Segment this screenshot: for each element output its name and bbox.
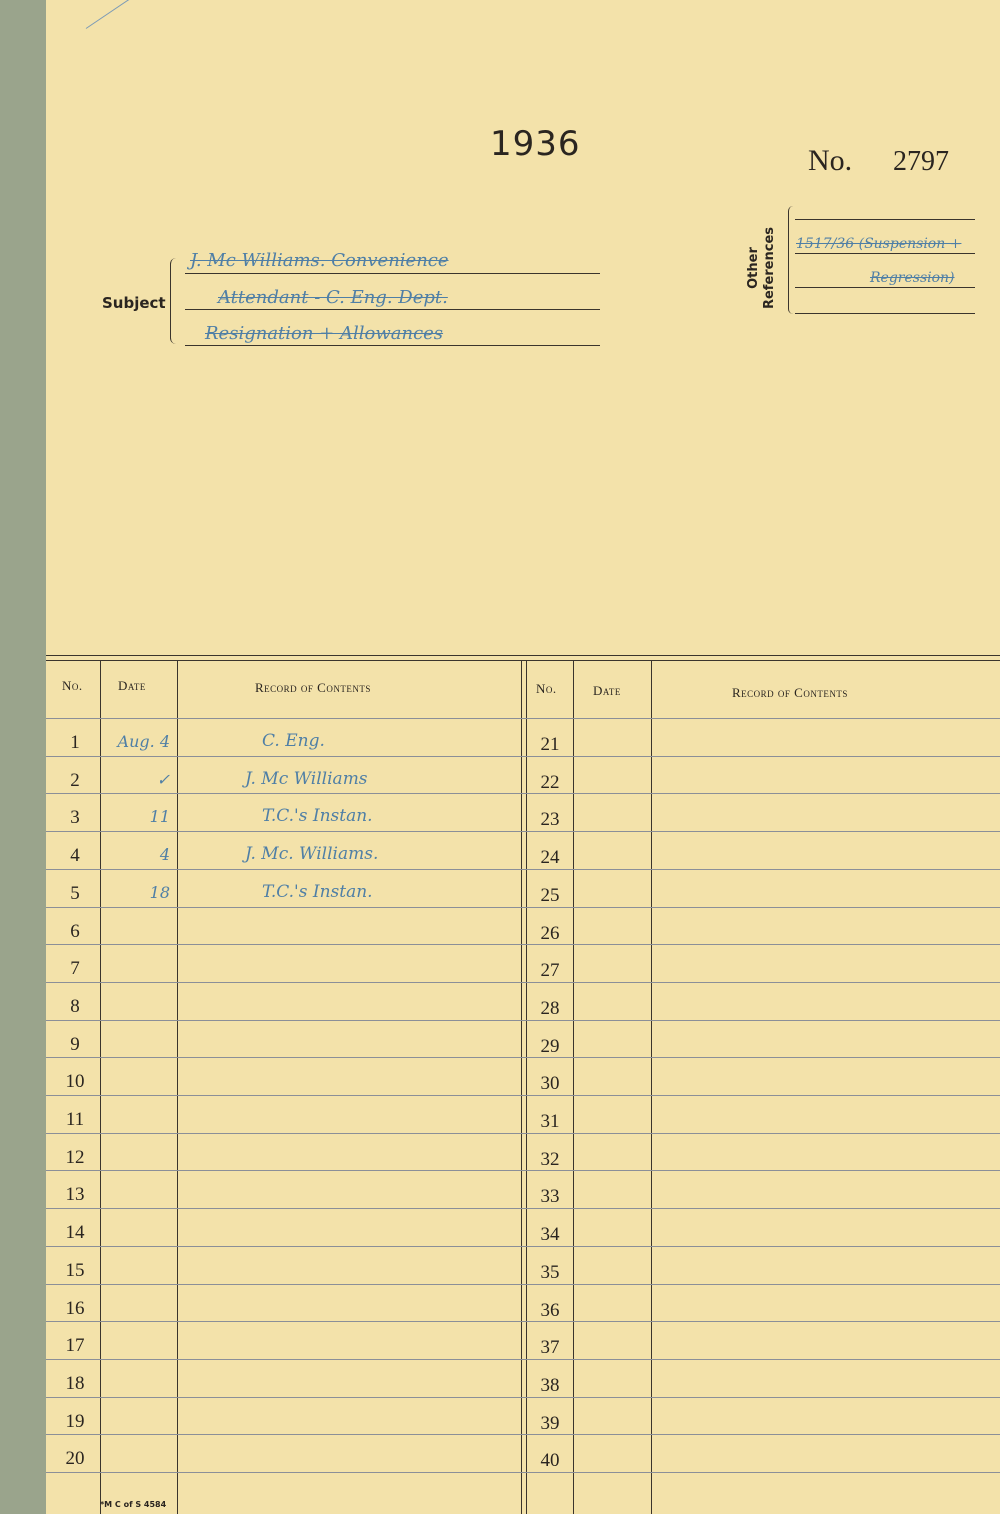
- table-row-rule: [46, 1170, 1000, 1171]
- row-number: 20: [65, 1448, 85, 1470]
- file-cover: [46, 0, 1000, 1514]
- table-row-rule: [46, 1095, 1000, 1096]
- row-number: 18: [65, 1372, 85, 1394]
- column-rule: [526, 660, 527, 1514]
- table-row-rule: [46, 1208, 1000, 1209]
- row-number: 23: [540, 809, 560, 831]
- column-rule: [651, 660, 652, 1514]
- reference-entry-2: Regression): [870, 270, 955, 286]
- other-label-line1: Other: [746, 247, 762, 289]
- row-number: 38: [540, 1374, 560, 1396]
- row-record: T.C.'s Instan.: [262, 881, 373, 902]
- row-number: 17: [65, 1335, 85, 1357]
- header-no-left: No.: [62, 678, 83, 693]
- reference-entry-1: 1517/36 (Suspension +: [796, 236, 962, 252]
- column-rule: [177, 660, 178, 1514]
- subject-line-1: J. Mc Williams. Convenience: [190, 250, 449, 271]
- row-number: 27: [540, 960, 560, 982]
- row-number: 36: [540, 1299, 560, 1321]
- row-number: 19: [65, 1410, 85, 1432]
- row-date: 4: [159, 845, 170, 865]
- row-date: Aug. 4: [117, 732, 170, 751]
- row-number: 40: [540, 1450, 560, 1472]
- row-number: 12: [65, 1146, 85, 1168]
- subject-rule: [185, 273, 600, 274]
- column-rule: [521, 660, 522, 1514]
- row-date: ✓: [156, 769, 170, 789]
- table-row-rule: [46, 1434, 1000, 1435]
- table-row-rule: [46, 1321, 1000, 1322]
- row-number: 22: [540, 771, 560, 793]
- row-number: 2: [70, 769, 80, 791]
- row-number: 13: [65, 1184, 85, 1206]
- table-row-rule: [46, 1057, 1000, 1058]
- table-row-rule: [46, 1020, 1000, 1021]
- folder-spine: [0, 0, 46, 1514]
- header-date-right: Date: [593, 683, 621, 698]
- row-number: 30: [540, 1073, 560, 1095]
- subject-rule: [185, 345, 600, 346]
- row-number: 10: [65, 1071, 85, 1093]
- row-number: 35: [540, 1261, 560, 1283]
- header-date-left: Date: [118, 678, 146, 693]
- reference-rule: [795, 253, 975, 254]
- row-number: 28: [540, 997, 560, 1019]
- table-row-rule: [46, 869, 1000, 870]
- row-number: 15: [65, 1259, 85, 1281]
- other-references-label: [735, 226, 795, 310]
- subject-label: Subject: [102, 294, 166, 312]
- row-record: C. Eng.: [262, 731, 325, 751]
- row-number: 6: [70, 920, 80, 942]
- row-number: 33: [540, 1186, 560, 1208]
- row-number: 5: [70, 882, 80, 904]
- row-number: 16: [65, 1297, 85, 1319]
- row-record: T.C.'s Instan.: [262, 806, 373, 827]
- row-number: 25: [540, 884, 560, 906]
- row-number: 3: [70, 807, 80, 829]
- subject-line-3: Resignation + Allowances: [205, 323, 444, 344]
- row-number: 14: [65, 1222, 85, 1244]
- table-row-rule: [46, 1246, 1000, 1247]
- row-number: 34: [540, 1224, 560, 1246]
- row-number: 8: [70, 995, 80, 1017]
- row-record: J. Mc. Williams.: [245, 844, 379, 865]
- table-row-rule: [46, 982, 1000, 983]
- row-number: 26: [540, 922, 560, 944]
- row-number: 11: [65, 1109, 85, 1130]
- column-rule: [100, 660, 101, 1514]
- file-year: 1936: [490, 124, 581, 164]
- row-number: 1: [70, 732, 80, 753]
- row-number: 29: [540, 1035, 560, 1057]
- file-number: 2797: [893, 146, 949, 177]
- table-row-rule: [46, 831, 1000, 832]
- table-row-rule: [46, 756, 1000, 757]
- row-number: 4: [70, 845, 80, 867]
- table-row-rule: [46, 1397, 1000, 1398]
- reference-rule: [795, 219, 975, 220]
- header-record-right: Record of Contents: [732, 685, 848, 700]
- subject-line-2: Attendant - C. Eng. Dept.: [218, 287, 448, 308]
- row-number: 32: [540, 1148, 560, 1170]
- subject-rule: [185, 309, 600, 310]
- table-row-rule: [46, 718, 1000, 719]
- table-row-rule: [46, 944, 1000, 945]
- table-row-rule: [46, 1284, 1000, 1285]
- table-row-rule: [46, 1359, 1000, 1360]
- header-no-right: No.: [536, 681, 557, 696]
- reference-rule: [795, 287, 975, 288]
- form-code: *M C of S 4584: [100, 1500, 167, 1509]
- other-label-line2: References: [762, 226, 778, 310]
- references-brace: [788, 206, 797, 314]
- row-number: 37: [540, 1337, 560, 1359]
- row-number: 21: [540, 734, 560, 755]
- file-number-label: No.: [808, 144, 853, 177]
- table-row-rule: [46, 907, 1000, 908]
- header-record-left: Record of Contents: [255, 680, 371, 695]
- table-top-rule: [46, 655, 1000, 656]
- table-row-rule: [46, 1472, 1000, 1473]
- row-number: 9: [70, 1033, 80, 1055]
- reference-rule: [795, 313, 975, 314]
- row-number: 31: [540, 1111, 560, 1132]
- row-date: 18: [149, 882, 170, 902]
- table-row-rule: [46, 1133, 1000, 1134]
- row-number: 24: [540, 847, 560, 869]
- row-number: 7: [70, 958, 80, 980]
- row-record: J. Mc Williams: [245, 768, 368, 789]
- table-row-rule: [46, 793, 1000, 794]
- column-rule: [573, 660, 574, 1514]
- row-date: 11: [149, 807, 170, 827]
- subject-brace: [170, 258, 183, 344]
- row-number: 39: [540, 1412, 560, 1434]
- table-top-rule: [46, 660, 1000, 661]
